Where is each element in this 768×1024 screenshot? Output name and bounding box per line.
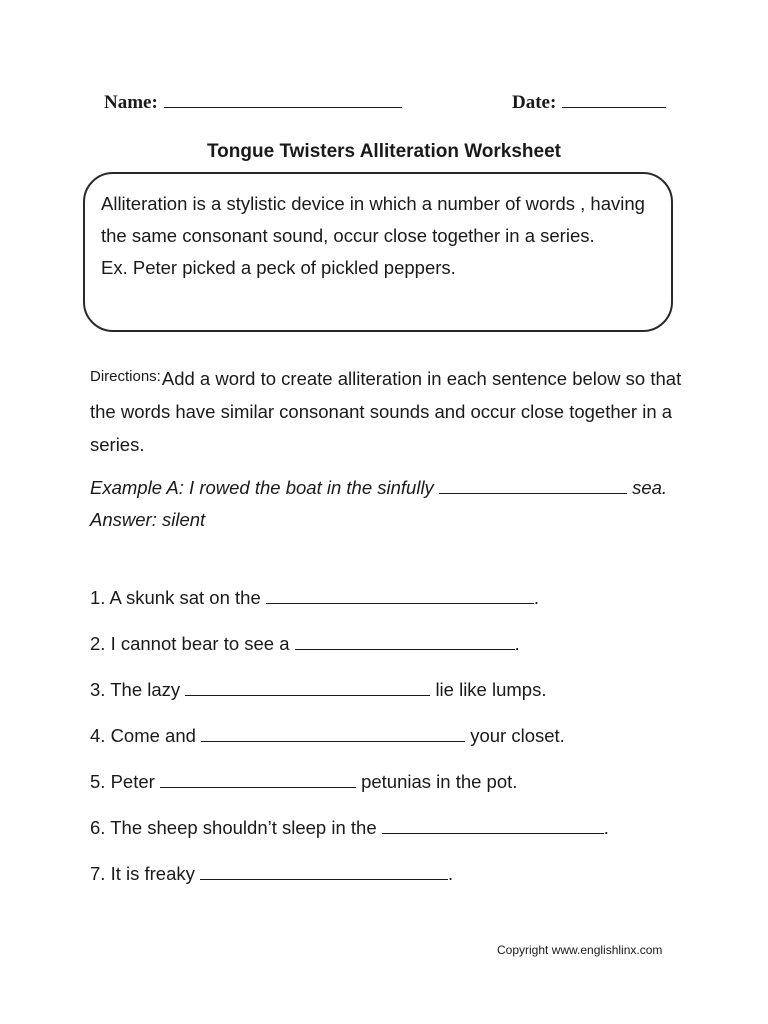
question-3 bbox=[90, 674, 710, 720]
question-text-after: . bbox=[448, 863, 454, 884]
question-text-after: lie like lumps. bbox=[435, 679, 547, 700]
example-prompt-start: Example A: I rowed the boat in the sinfully bbox=[90, 477, 434, 498]
question-text-after: . bbox=[603, 817, 609, 838]
question-text-before: 6. The sheep shouldn’t sleep in the bbox=[90, 817, 377, 838]
question-text-before: 1. A skunk sat on the bbox=[90, 587, 261, 608]
date-label: Date: bbox=[512, 92, 557, 113]
example-blank-line bbox=[439, 475, 627, 494]
answer-blank-line bbox=[382, 815, 604, 834]
copyright-notice: Copyright www.englishlinx.com bbox=[497, 943, 663, 957]
question-1 bbox=[90, 582, 710, 628]
date-blank-line bbox=[562, 90, 666, 108]
name-field bbox=[104, 90, 402, 114]
question-5 bbox=[90, 766, 710, 812]
question-text-after: . bbox=[514, 633, 520, 654]
directions bbox=[90, 360, 690, 461]
questions-list bbox=[90, 582, 710, 904]
question-text-before: 5. Peter bbox=[90, 771, 155, 792]
example-a bbox=[90, 472, 690, 536]
example-prompt-end: sea. bbox=[632, 477, 668, 498]
answer-blank-line bbox=[266, 585, 534, 604]
question-text-after: your closet. bbox=[470, 725, 565, 746]
question-7 bbox=[90, 858, 710, 904]
worksheet-title: Tongue Twisters Alliteration Worksheet bbox=[206, 141, 561, 162]
question-4 bbox=[90, 720, 710, 766]
answer-blank-line bbox=[160, 769, 356, 788]
answer-blank-line bbox=[295, 631, 515, 650]
header-row bbox=[0, 90, 768, 120]
question-text-after: petunias in the pot. bbox=[361, 771, 518, 792]
question-text-before: 2. I cannot bear to see a bbox=[90, 633, 290, 654]
question-2 bbox=[90, 628, 710, 674]
example-prompt bbox=[90, 472, 690, 504]
question-text-after: . bbox=[533, 587, 540, 608]
question-6 bbox=[90, 812, 710, 858]
directions-label: Directions: bbox=[90, 368, 161, 385]
definition-box bbox=[83, 172, 673, 332]
definition-text: Alliteration is a stylistic device in which a number of words , having the same consonant sound, occur close together in a series. bbox=[101, 193, 645, 246]
name-blank-line bbox=[164, 90, 402, 108]
directions-text: Add a word to create alliteration in each sentence below so that the words have similar consonant sounds and occur close together in a series. bbox=[90, 368, 682, 455]
answer-blank-line bbox=[200, 861, 448, 880]
question-text-before: 3. The lazy bbox=[90, 679, 181, 700]
question-text-before: 7. It is freaky bbox=[90, 863, 195, 884]
answer-blank-line bbox=[185, 677, 430, 696]
answer-blank-line bbox=[201, 723, 465, 742]
question-text-before: 4. Come and bbox=[90, 725, 196, 746]
definition-example: Ex. Peter picked a peck of pickled peppers. bbox=[101, 257, 456, 278]
example-answer: Answer: silent bbox=[90, 509, 206, 530]
date-field bbox=[512, 90, 666, 114]
name-label: Name: bbox=[104, 92, 158, 113]
